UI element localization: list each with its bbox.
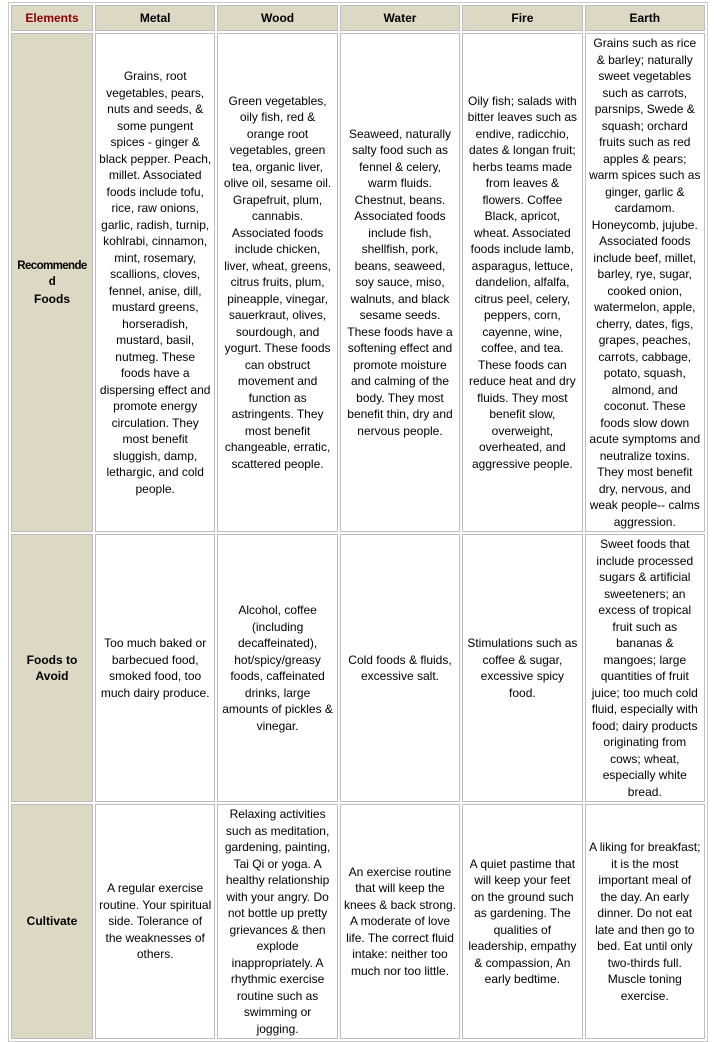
header-earth: Earth: [585, 5, 705, 31]
header-fire: Fire: [462, 5, 582, 31]
row-label-cultivate: [11, 804, 93, 1039]
row-label-recommended-foods: [11, 33, 93, 532]
cell-recommended-water: Seaweed, naturally salty food such as fennel & celery, warm fluids. Chestnut, beans. Associated foods include fish, shellfish, pork, beans, seaweed, soy sauce, miso, walnuts, and black sesame seeds. These foods have a softening effect and promote moisture and calming of the body. They most benefit thin, dry and nervous people.: [340, 33, 460, 532]
five-elements-table: [8, 2, 708, 1042]
header-elements: Elements: [11, 5, 93, 31]
row-label-line2: Foods: [34, 291, 70, 306]
cell-avoid-metal: Too much baked or barbecued food, smoked food, too much dairy produce.: [95, 534, 215, 802]
header-water: Water: [340, 5, 460, 31]
cell-recommended-metal: Grains, root vegetables, pears, nuts and seeds, & some pungent spices - ginger & black pepper. Peach, millet. Associated foods include tofu, rice, raw onions, garlic, radish, turnip, kohlrabi, cinnamon, mint, rosemary, scallions, cloves, fennel, anise, dill, mustard greens, horseradish, mustard, basil, nutmeg. These foods have a dispersing effect and promote energy circulation. They most benefit sluggish, damp, lethargic, and cold people.: [95, 33, 215, 532]
row-label-line1: Foods to: [26, 652, 78, 667]
header-row: [11, 5, 705, 31]
row-label-foods-to-avoid: [11, 534, 93, 802]
header-metal: Metal: [95, 5, 215, 31]
row-foods-to-avoid: [11, 534, 705, 802]
row-cultivate: [11, 804, 705, 1039]
row-recommended-foods: [11, 33, 705, 532]
cell-recommended-fire: Oily fish; salads with bitter leaves such as endive, radicchio, dates & longan fruit; herbs teams made from leaves & flowers. Coffee Black, apricot, wheat. Associated foods include lamb, asparagus, lettuce, dandelion, alfalfa, citrus peel, celery, peppers, corn, cayenne, wine, coffee, and tea. These foods can reduce heat and dry fluids. They most benefit slow, overweight, overheated, and aggressive people.: [462, 33, 582, 532]
cell-avoid-earth: Sweet foods that include processed sugars & artificial sweeteners; an excess of tropical fruit such as bananas & mangoes; large quantities of fruit juice; too much cold fluid, especially with food; dairy products originating from cows; wheat, especially white bread.: [585, 534, 705, 802]
cell-cultivate-earth: A liking for breakfast; it is the most important meal of the day. An early dinner. Do not eat late and then go to bed. Eat until only two-thirds full. Muscle toning exercise.: [585, 804, 705, 1039]
cell-cultivate-wood: Relaxing activities such as meditation, gardening, painting, Tai Qi or yoga. A healthy relationship with your angry. Do not bottle up pretty grievances & then explode inappropriately. A rhythmic exercise routine such as swimming or jogging.: [217, 804, 337, 1039]
cell-cultivate-fire: A quiet pastime that will keep your feet on the ground such as gardening. The qualities of leadership, empathy & compassion, An early bedtime.: [462, 804, 582, 1039]
header-wood: Wood: [217, 5, 337, 31]
row-label-line1: Cultivate: [26, 914, 78, 929]
cell-avoid-water: Cold foods & fluids, excessive salt.: [340, 534, 460, 802]
cell-recommended-earth: Grains such as rice & barley; naturally sweet vegetables such as carrots, parsnips, Swede & squash; orchard fruits such as red apples & pears; warm spices such as ginger, garlic & cardamom. Honeycomb, jujube. Associated foods include beef, millet, barley, rye, sugar, cooked onion, watermelon, apple, cherry, dates, figs, grapes, peaches, carrots, cabbage, potato, squash, almond, and coconut. These foods slow down acute symptoms and neutralize toxins. They most benefit dry, nervous, and weak people-- calms aggression.: [585, 33, 705, 532]
cell-recommended-wood: Green vegetables, oily fish, red & orange root vegetables, green tea, organic liver, olive oil, sesame oil. Grapefruit, plum, cannabis. Associated foods include chicken, liver, wheat, greens, citrus fruits, plum, pineapple, vinegar, sauerkraut, olives, sourdough, and yogurt. These foods can obstruct movement and function as astringents. They most benefit changeable, erratic, scattered people.: [217, 33, 337, 532]
row-label-line1: Recommended: [17, 259, 87, 289]
cell-cultivate-metal: A regular exercise routine. Your spiritual side. Tolerance of the weaknesses of others.: [95, 804, 215, 1039]
row-label-line2: Avoid: [35, 669, 69, 683]
cell-cultivate-water: An exercise routine that will keep the knees & back strong. A moderate of love life. The correct fluid intake: neither too much nor too little.: [340, 804, 460, 1039]
cell-avoid-wood: Alcohol, coffee (including decaffeinated), hot/spicy/greasy foods, caffeinated drinks, large amounts of pickles & vinegar.: [217, 534, 337, 802]
cell-avoid-fire: Stimulations such as coffee & sugar, excessive spicy food.: [462, 534, 582, 802]
